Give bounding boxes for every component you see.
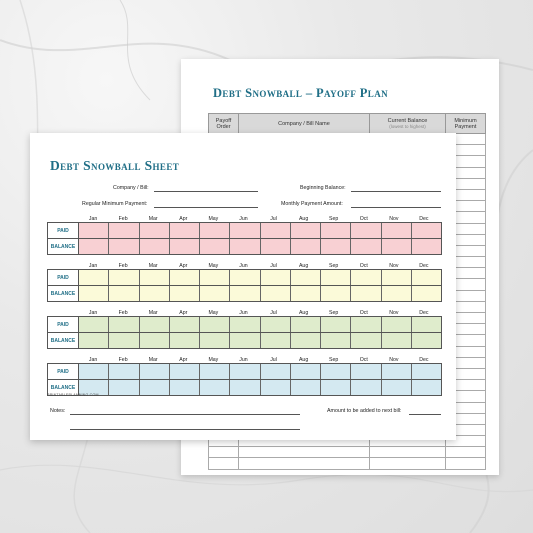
- paid-cell[interactable]: [230, 317, 260, 332]
- balance-cell[interactable]: [109, 286, 139, 301]
- month-label: Jan: [88, 216, 98, 222]
- paid-cell[interactable]: [200, 223, 230, 238]
- payoff-plan-cell[interactable]: [239, 458, 370, 469]
- month-label: Nov: [389, 263, 399, 269]
- current-balance-header: Current Balance (lowest to highest): [370, 114, 446, 134]
- paid-cell[interactable]: [351, 364, 381, 379]
- paid-cell[interactable]: [321, 364, 351, 379]
- paid-cell[interactable]: [351, 317, 381, 332]
- month-label: Mar: [148, 263, 158, 269]
- minimum-payment-header: Minimum Payment: [446, 114, 486, 134]
- balance-cell[interactable]: [261, 333, 291, 348]
- month-label: Jul: [270, 216, 277, 222]
- paid-cell[interactable]: [79, 317, 109, 332]
- month-label: Apr: [179, 216, 188, 222]
- paid-cell[interactable]: [382, 317, 412, 332]
- paid-cell[interactable]: [412, 270, 441, 285]
- balance-row: [48, 285, 441, 301]
- balance-cell[interactable]: [230, 239, 260, 254]
- paid-cell[interactable]: [321, 223, 351, 238]
- amount-next-bill-label: Amount to be added to next bill:: [327, 408, 402, 414]
- paid-cell[interactable]: [109, 223, 139, 238]
- month-label: Jun: [239, 357, 248, 363]
- balance-cell[interactable]: [200, 380, 230, 395]
- payoff-plan-cell[interactable]: [209, 458, 239, 469]
- payoff-plan-row: [209, 447, 486, 458]
- month-label: Feb: [118, 310, 128, 316]
- balance-cell[interactable]: [79, 333, 109, 348]
- paid-cell[interactable]: [382, 223, 412, 238]
- paid-cell[interactable]: [412, 317, 441, 332]
- balance-cell[interactable]: [230, 333, 260, 348]
- month-label: Dec: [419, 357, 429, 363]
- balance-cell[interactable]: [170, 333, 200, 348]
- month-label: Nov: [389, 357, 399, 363]
- paid-cell[interactable]: [261, 270, 291, 285]
- paid-row: [48, 317, 441, 332]
- paid-label: PAID: [48, 317, 79, 332]
- month-label: Aug: [298, 310, 309, 316]
- balance-cell[interactable]: [382, 286, 412, 301]
- paid-cell[interactable]: [109, 317, 139, 332]
- company-name-header: Company / Bill Name: [239, 114, 370, 134]
- month-label: Mar: [148, 216, 158, 222]
- paid-cell[interactable]: [291, 223, 321, 238]
- payoff-order-header: Payoff Order: [209, 114, 239, 134]
- month-label: Sep: [329, 310, 339, 316]
- balance-cell[interactable]: [200, 239, 230, 254]
- month-label: Jul: [270, 357, 277, 363]
- balance-cell[interactable]: [109, 333, 139, 348]
- paid-cell[interactable]: [109, 364, 139, 379]
- sheet-title: Debt Snowball Sheet: [50, 158, 180, 173]
- balance-cell[interactable]: [200, 286, 230, 301]
- month-label: Feb: [118, 357, 128, 363]
- month-label: Jun: [239, 263, 248, 269]
- month-label: Apr: [179, 310, 188, 316]
- monthly-payment-label: Monthly Payment Amount:: [281, 201, 343, 207]
- balance-label: BALANCE: [48, 286, 79, 301]
- beginning-balance-field[interactable]: [300, 185, 346, 191]
- balance-cell[interactable]: [321, 239, 351, 254]
- month-label: Dec: [419, 310, 429, 316]
- paid-label: PAID: [48, 364, 79, 379]
- paid-cell[interactable]: [200, 270, 230, 285]
- balance-cell[interactable]: [140, 333, 170, 348]
- paid-cell[interactable]: [140, 270, 170, 285]
- paid-cell[interactable]: [140, 364, 170, 379]
- paid-label: PAID: [48, 270, 79, 285]
- paid-cell[interactable]: [170, 223, 200, 238]
- balance-cell[interactable]: [261, 239, 291, 254]
- notes-label: Notes:: [50, 408, 66, 414]
- payoff-plan-cell[interactable]: [209, 447, 239, 458]
- paid-cell[interactable]: [170, 364, 200, 379]
- payoff-plan-title: Debt Snowball – Payoff Plan: [213, 86, 388, 100]
- balance-cell[interactable]: [321, 333, 351, 348]
- notes-field[interactable]: [50, 408, 65, 414]
- paid-cell[interactable]: [412, 364, 441, 379]
- month-label: Oct: [359, 357, 368, 363]
- tracking-grid: [47, 316, 442, 349]
- paid-cell[interactable]: [412, 223, 441, 238]
- paid-cell[interactable]: [351, 270, 381, 285]
- balance-cell[interactable]: [140, 286, 170, 301]
- paid-cell[interactable]: [170, 317, 200, 332]
- month-label: Mar: [148, 310, 158, 316]
- balance-cell[interactable]: [382, 333, 412, 348]
- payoff-plan-cell[interactable]: [446, 447, 486, 458]
- month-label: Dec: [419, 263, 429, 269]
- paid-cell[interactable]: [140, 223, 170, 238]
- month-label: Nov: [389, 216, 399, 222]
- payoff-plan-row: [209, 458, 486, 469]
- payoff-plan-cell[interactable]: [446, 458, 486, 469]
- paid-cell[interactable]: [140, 317, 170, 332]
- company-bill-field[interactable]: [113, 185, 149, 191]
- month-label: Nov: [389, 310, 399, 316]
- beginning-balance-label: Beginning Balance:: [300, 185, 346, 191]
- balance-cell[interactable]: [412, 380, 441, 395]
- amount-next-bill-field[interactable]: [327, 408, 402, 414]
- paid-cell[interactable]: [291, 270, 321, 285]
- month-label: Dec: [419, 216, 429, 222]
- paid-cell[interactable]: [109, 270, 139, 285]
- month-label: Sep: [329, 357, 339, 363]
- balance-cell[interactable]: [351, 333, 381, 348]
- month-label: Aug: [298, 357, 309, 363]
- paid-cell[interactable]: [261, 317, 291, 332]
- tracking-grid: [47, 363, 442, 396]
- balance-cell[interactable]: [351, 286, 381, 301]
- payoff-plan-cell[interactable]: [370, 447, 446, 458]
- balance-cell[interactable]: [140, 380, 170, 395]
- month-label: Feb: [118, 216, 128, 222]
- month-label: Jan: [88, 310, 98, 316]
- paid-cell[interactable]: [79, 270, 109, 285]
- monthly-payment-field[interactable]: [281, 201, 343, 207]
- balance-row: [48, 379, 441, 395]
- balance-row: [48, 238, 441, 254]
- paid-label: PAID: [48, 223, 79, 238]
- balance-cell[interactable]: [291, 239, 321, 254]
- regular-min-payment-label: Regular Minimum Payment:: [82, 201, 148, 207]
- balance-cell[interactable]: [382, 380, 412, 395]
- balance-cell[interactable]: [321, 380, 351, 395]
- paid-cell[interactable]: [200, 317, 230, 332]
- month-label: Aug: [298, 216, 309, 222]
- month-label: Jan: [88, 263, 98, 269]
- balance-cell[interactable]: [170, 380, 200, 395]
- balance-cell[interactable]: [291, 333, 321, 348]
- month-label: Apr: [179, 357, 188, 363]
- balance-cell[interactable]: [79, 286, 109, 301]
- paid-cell[interactable]: [351, 223, 381, 238]
- paid-cell[interactable]: [170, 270, 200, 285]
- balance-cell[interactable]: [200, 333, 230, 348]
- balance-cell[interactable]: [230, 380, 260, 395]
- paid-cell[interactable]: [291, 364, 321, 379]
- balance-cell[interactable]: [351, 380, 381, 395]
- month-label: May: [208, 310, 219, 316]
- month-label: May: [208, 357, 219, 363]
- paid-row: [48, 223, 441, 238]
- balance-cell[interactable]: [230, 286, 260, 301]
- month-label: Jul: [270, 310, 277, 316]
- paid-cell[interactable]: [261, 223, 291, 238]
- paid-cell[interactable]: [79, 223, 109, 238]
- month-label: Aug: [298, 263, 309, 269]
- balance-cell[interactable]: [412, 239, 441, 254]
- paid-cell[interactable]: [321, 317, 351, 332]
- month-label: Jan: [88, 357, 98, 363]
- paid-row: [48, 364, 441, 379]
- balance-cell[interactable]: [412, 286, 441, 301]
- month-label: May: [208, 263, 219, 269]
- tracking-grid: [47, 222, 442, 255]
- balance-cell[interactable]: [261, 380, 291, 395]
- month-label: Apr: [179, 263, 188, 269]
- balance-label: BALANCE: [48, 239, 79, 254]
- paid-cell[interactable]: [291, 317, 321, 332]
- paid-row: [48, 270, 441, 285]
- month-label: Mar: [148, 357, 158, 363]
- tracking-grid: [47, 269, 442, 302]
- month-label: Jun: [239, 310, 248, 316]
- debt-snowball-sheet: [30, 133, 456, 440]
- paid-cell[interactable]: [382, 364, 412, 379]
- balance-cell[interactable]: [79, 239, 109, 254]
- paid-cell[interactable]: [261, 364, 291, 379]
- balance-cell[interactable]: [412, 333, 441, 348]
- month-label: Sep: [329, 216, 339, 222]
- paid-cell[interactable]: [321, 270, 351, 285]
- month-label: Oct: [359, 310, 368, 316]
- balance-cell[interactable]: [382, 239, 412, 254]
- month-label: Feb: [118, 263, 128, 269]
- paid-cell[interactable]: [200, 364, 230, 379]
- paid-cell[interactable]: [79, 364, 109, 379]
- month-label: Jul: [270, 263, 277, 269]
- balance-cell[interactable]: [291, 380, 321, 395]
- payoff-plan-cell[interactable]: [370, 458, 446, 469]
- regular-min-payment-field[interactable]: [82, 201, 147, 207]
- balance-label: BALANCE: [48, 380, 79, 395]
- balance-cell[interactable]: [109, 239, 139, 254]
- paid-cell[interactable]: [382, 270, 412, 285]
- month-label: Jun: [239, 216, 248, 222]
- company-bill-label: Company / Bill:: [113, 185, 149, 191]
- month-label: Oct: [359, 263, 368, 269]
- balance-cell[interactable]: [321, 286, 351, 301]
- balance-row: [48, 332, 441, 348]
- balance-label: BALANCE: [48, 333, 79, 348]
- month-label: May: [208, 216, 219, 222]
- balance-cell[interactable]: [170, 239, 200, 254]
- payoff-plan-cell[interactable]: [239, 447, 370, 458]
- balance-cell[interactable]: [291, 286, 321, 301]
- balance-cell[interactable]: [170, 286, 200, 301]
- paid-cell[interactable]: [230, 270, 260, 285]
- balance-cell[interactable]: [140, 239, 170, 254]
- balance-cell[interactable]: [351, 239, 381, 254]
- month-label: Sep: [329, 263, 339, 269]
- footer-brand: PRINTABLEPLANNING.COM: [47, 393, 99, 397]
- paid-cell[interactable]: [230, 364, 260, 379]
- month-label: Oct: [359, 216, 368, 222]
- paid-cell[interactable]: [230, 223, 260, 238]
- balance-cell[interactable]: [261, 286, 291, 301]
- balance-cell[interactable]: [109, 380, 139, 395]
